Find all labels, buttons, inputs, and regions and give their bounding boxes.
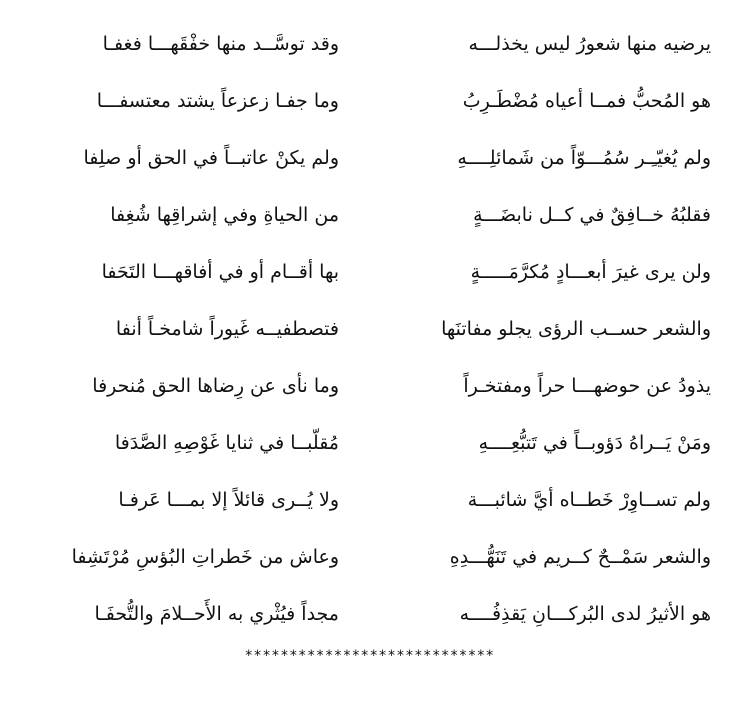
- separator-text: ****************************: [244, 648, 495, 664]
- verse-7: [0, 368, 739, 425]
- poem-stanza: [0, 26, 739, 653]
- verse-11: [0, 596, 739, 653]
- second-hemistich: وعاش من خَطراتِ البُؤسِ مُرْتَشِفا: [71, 546, 339, 568]
- asterisk-separator: [0, 648, 739, 664]
- verse-2: [0, 83, 739, 140]
- second-hemistich: مُقلّبــا في ثنايا غَوْصِهِ الصَّدَفا: [114, 432, 339, 454]
- verse-4: [0, 197, 739, 254]
- second-hemistich: ولم يكنْ عاتبــاً في الحق أو صلِفا: [83, 147, 339, 169]
- second-hemistich: بها أقــام أو في أفاقهـــا التَحَفا: [101, 261, 339, 283]
- second-hemistich: وقد توسَّــد منها خفْقَهـــا فغفـا: [102, 33, 339, 55]
- first-hemistich: ولم يُغيّـِـر سُمُـــوّاً من شَمائلِــــهِ: [457, 147, 711, 169]
- verse-8: [0, 425, 739, 482]
- first-hemistich: يرضيه منها شعورُ ليس يخذلـــه: [468, 33, 711, 55]
- verse-9: [0, 482, 739, 539]
- second-hemistich: وما جفـا زعزعاً يشتد معتسفـــا: [96, 90, 339, 112]
- first-hemistich: هو الأثيرُ لدى البُركـــانِ يَقذِفُــــه: [459, 603, 711, 625]
- verse-6: [0, 311, 739, 368]
- second-hemistich: فتصطفيــه غَيوراً شامخـاً أنفا: [115, 318, 339, 340]
- first-hemistich: ولم تســاوِرْ خَطــاه أيَّ شائبـــة: [467, 489, 711, 511]
- verse-3: [0, 140, 739, 197]
- first-hemistich: ومَنْ يَــراهُ دَؤوبــاً في تَتبُّعِــــهِ: [478, 432, 711, 454]
- second-hemistich: مجداً فيُثْري به الأَحــلامَ والتُّحفَـا: [94, 603, 339, 625]
- verse-10: [0, 539, 739, 596]
- second-hemistich: ولا يُــرى قائلاً إلا بمـــا عَرفـا: [118, 489, 339, 511]
- first-hemistich: هو المُحبُّ فمــا أعياه مُضْطَـرِبُ: [462, 90, 711, 112]
- first-hemistich: يذودُ عن حوضهـــا حراً ومفتخـراً: [463, 375, 711, 397]
- second-hemistich: من الحياةِ وفي إشراقِها شُغِفا: [110, 204, 339, 226]
- second-hemistich: وما نأى عن رِضاها الحق مُنحرفا: [92, 375, 339, 397]
- verse-5: [0, 254, 739, 311]
- first-hemistich: ولن يرى غيرَ أبعـــادٍ مُكرَّمَـــــةٍ: [470, 261, 711, 283]
- first-hemistich: والشعر حســب الرؤى يجلو مفاتنَها: [441, 318, 711, 340]
- first-hemistich: والشعر سَمْــحٌ كــريم في تَنَهُّـــدِهِ: [449, 546, 711, 568]
- verse-1: [0, 26, 739, 83]
- first-hemistich: فقلبُهُ خــافِقٌ في كــل نابضَـــةٍ: [473, 204, 711, 226]
